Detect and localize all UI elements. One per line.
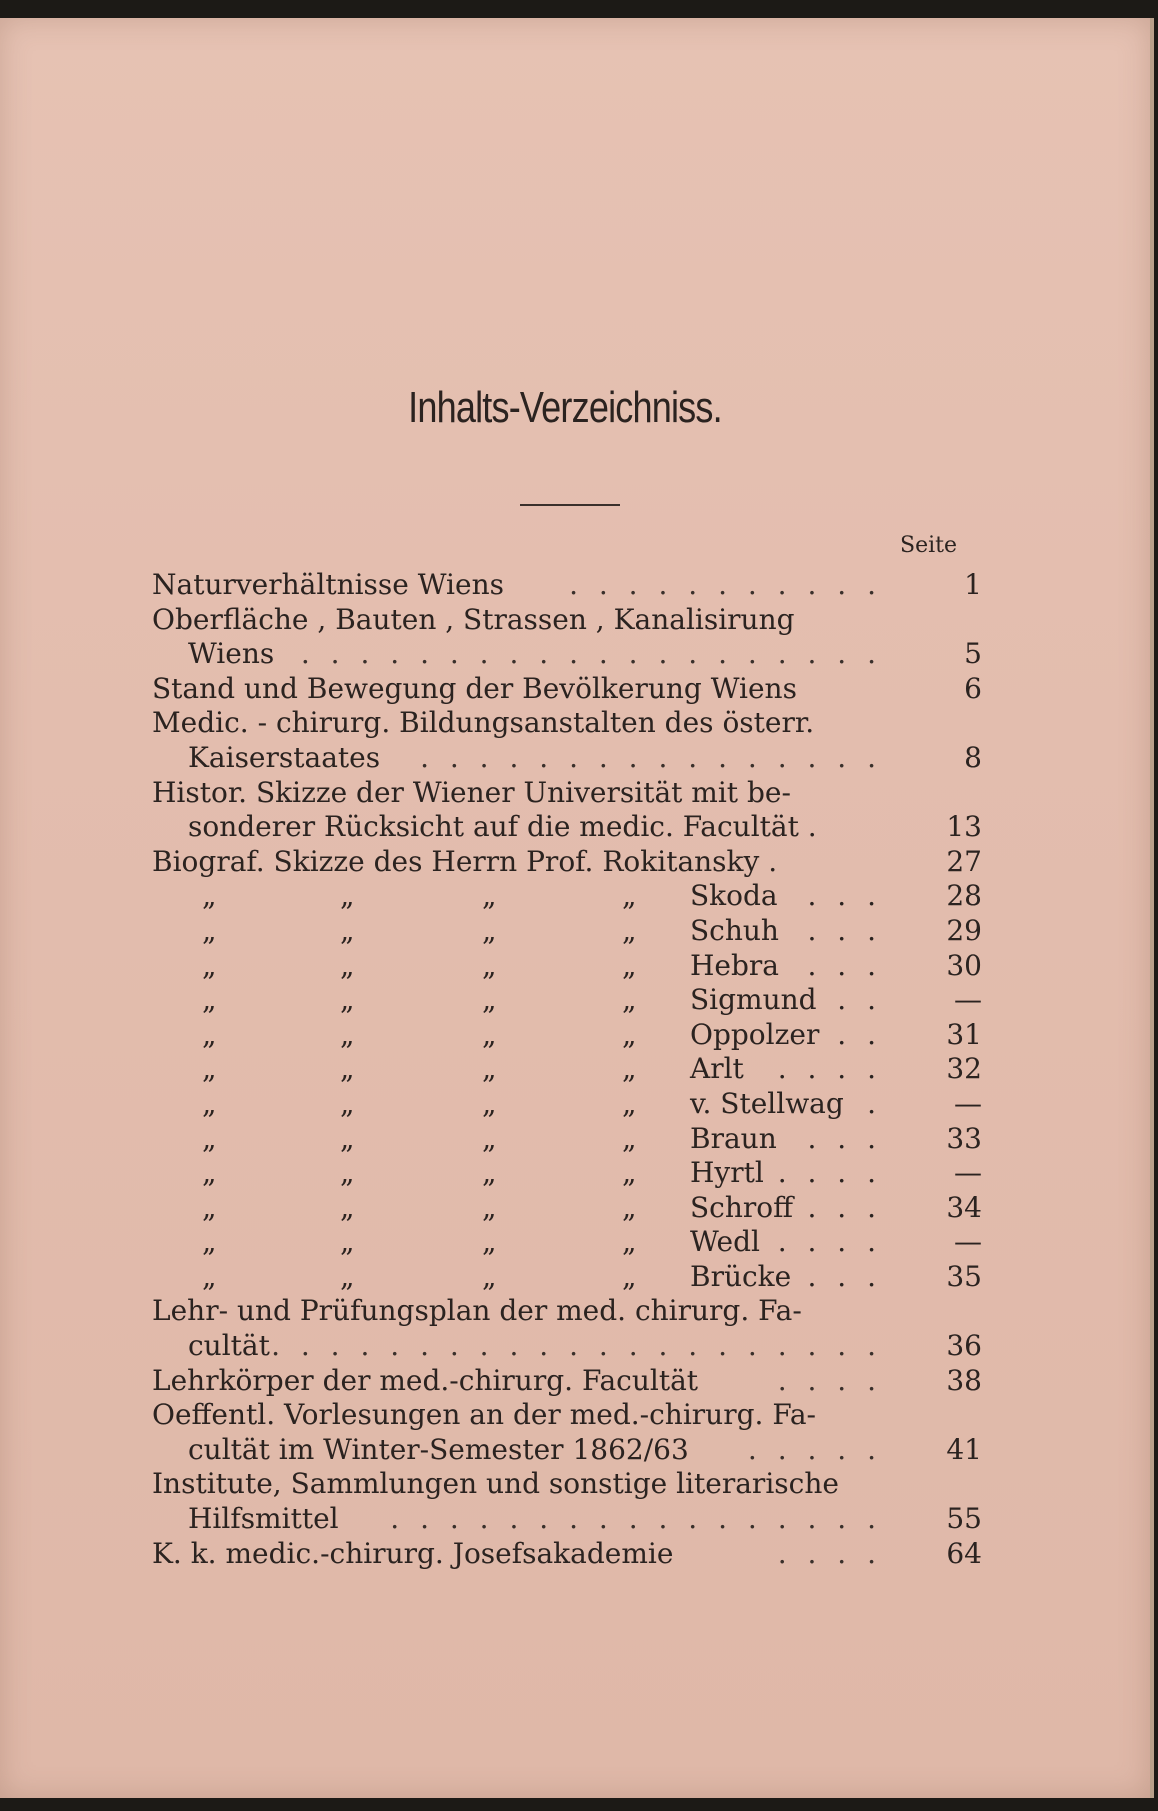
- ditto-mark: „: [622, 1190, 637, 1224]
- toc-entry-text: Oberfläche , Bauten , Strassen , Kanalisirung: [152, 602, 795, 636]
- toc-page-number: 27: [946, 844, 982, 878]
- ditto-mark: „: [622, 879, 637, 913]
- ditto-mark: „: [340, 1086, 355, 1120]
- page-title: Inhalts-Verzeichniss.: [408, 383, 722, 432]
- toc-entry-professor: [152, 1052, 982, 1087]
- toc-entry-text: Biograf. Skizze des Herrn Prof. Rokitansky .: [152, 844, 778, 878]
- toc-leader-dots: . . .: [807, 948, 882, 982]
- toc-entry-professor: [152, 1087, 982, 1122]
- toc-entry-text: Medic. - chirurg. Bildungsanstalten des österr.: [152, 706, 815, 740]
- ditto-mark: „: [622, 948, 637, 982]
- toc-leader-dots: . . .: [807, 1121, 882, 1155]
- toc-leader-dots: . . . .: [777, 1363, 882, 1397]
- toc-entry-professor: [152, 1018, 982, 1053]
- toc-entry: [152, 741, 982, 776]
- ditto-mark: „: [622, 1225, 637, 1259]
- toc-entry: [152, 1294, 982, 1329]
- toc-entry-text: Naturverhältnisse Wiens: [152, 568, 504, 601]
- toc-page-number: 1: [964, 568, 982, 601]
- toc-page-number: 5: [964, 637, 982, 671]
- toc-entry: [152, 845, 982, 880]
- toc-page-number: 31: [946, 1017, 982, 1051]
- ditto-mark: „: [622, 1086, 637, 1120]
- column-header-seite: Seite: [900, 533, 957, 558]
- toc-leader-dots: . . . . . . . . . . . . . . . .: [420, 740, 882, 774]
- ditto-mark: „: [340, 1225, 355, 1259]
- ditto-mark: „: [202, 1121, 217, 1155]
- toc-entry: [152, 1502, 982, 1537]
- toc-entry-professor: [152, 1225, 982, 1260]
- ditto-mark: „: [622, 1017, 637, 1051]
- ditto-mark: „: [482, 879, 497, 913]
- ditto-mark: „: [482, 1086, 497, 1120]
- toc-entry-text: sonderer Rücksicht auf die medic. Facultät .: [188, 810, 817, 844]
- toc-entry-professor: [152, 1191, 982, 1226]
- ditto-mark: „: [482, 913, 497, 947]
- toc-page-number: 55: [946, 1502, 982, 1536]
- toc-entry-text: cultät im Winter-Semester 1862/63: [188, 1432, 689, 1466]
- toc-entry-professor: [152, 1156, 982, 1191]
- ditto-mark: „: [202, 948, 217, 982]
- professor-name: Brücke: [690, 1259, 792, 1293]
- toc-page-number: —: [954, 1156, 982, 1190]
- ditto-mark: „: [202, 1086, 217, 1120]
- toc-page-number: 35: [946, 1259, 982, 1293]
- toc-entry-text: Institute, Sammlungen und sonstige literarische: [152, 1467, 839, 1501]
- toc-leader-dots: . . . . . . . . . . . . . . . . .: [390, 1502, 882, 1536]
- professor-name: Schuh: [690, 913, 779, 947]
- toc-entry: [152, 672, 982, 707]
- ditto-mark: „: [622, 913, 637, 947]
- toc-entry-text: Lehrkörper der med.-chirurg. Facultät: [152, 1363, 699, 1397]
- toc-page-number: 29: [946, 913, 982, 947]
- ditto-mark: „: [340, 913, 355, 947]
- toc-page-number: —: [954, 1086, 982, 1120]
- book-page: [0, 18, 1154, 1798]
- toc-entry: [152, 776, 982, 811]
- professor-name: Skoda: [690, 879, 778, 913]
- toc-leader-dots: . . . . .: [747, 1432, 882, 1466]
- toc-entry-professor: [152, 1260, 982, 1295]
- toc-entry: [152, 1329, 982, 1364]
- ditto-mark: „: [340, 983, 355, 1017]
- toc-entry: [152, 1398, 982, 1433]
- title-rule: [520, 504, 620, 506]
- toc-entry: [152, 637, 982, 672]
- toc-leader-dots: . . . . . . . . . . . . . . . . . . . .: [300, 637, 882, 671]
- ditto-mark: „: [340, 1156, 355, 1190]
- toc-entry-text: Histor. Skizze der Wiener Universität mit be-: [152, 775, 791, 809]
- toc-entry-professor: [152, 983, 982, 1018]
- professor-name: Arlt: [690, 1052, 744, 1086]
- professor-list: [152, 879, 982, 1294]
- professor-name: Sigmund: [690, 983, 817, 1017]
- ditto-mark: „: [340, 948, 355, 982]
- ditto-mark: „: [482, 1190, 497, 1224]
- ditto-mark: „: [202, 879, 217, 913]
- toc-entry-professor: [152, 1122, 982, 1157]
- ditto-mark: „: [482, 1121, 497, 1155]
- toc-entry: [152, 568, 982, 603]
- ditto-mark: „: [202, 913, 217, 947]
- toc-page-number: 30: [946, 948, 982, 982]
- toc-entry-text: K. k. medic.-chirurg. Josefsakademie: [152, 1536, 674, 1570]
- ditto-mark: „: [202, 1017, 217, 1051]
- toc-leader-dots: . . .: [807, 879, 882, 913]
- ditto-mark: „: [482, 1156, 497, 1190]
- toc-page-number: 38: [946, 1363, 982, 1397]
- toc-leader-dots: . .: [837, 1017, 882, 1051]
- ditto-mark: „: [482, 1017, 497, 1051]
- toc-page-number: 34: [946, 1190, 982, 1224]
- professor-name: Schroff: [690, 1190, 794, 1224]
- toc-leader-dots: . . .: [807, 913, 882, 947]
- ditto-mark: „: [482, 983, 497, 1017]
- professor-name: v. Stellwag: [690, 1086, 844, 1120]
- ditto-mark: „: [202, 983, 217, 1017]
- ditto-mark: „: [340, 1190, 355, 1224]
- professor-name: Oppolzer: [690, 1017, 820, 1051]
- professor-name: Braun: [690, 1121, 777, 1155]
- ditto-mark: „: [202, 1259, 217, 1293]
- toc-page-number: 13: [946, 810, 982, 844]
- professor-name: Hebra: [690, 948, 779, 982]
- toc-leader-dots: .: [867, 1086, 882, 1120]
- toc-leader-dots: . .: [837, 983, 882, 1017]
- toc-page-number: 6: [964, 671, 982, 705]
- toc-page-number: 41: [946, 1432, 982, 1466]
- toc-leader-dots: . . . . . . . . . . . . . . . . . . . . .: [271, 1329, 882, 1363]
- toc-page-number: —: [954, 983, 982, 1017]
- ditto-mark: „: [202, 1225, 217, 1259]
- toc-page-number: —: [954, 1225, 982, 1259]
- ditto-mark: „: [202, 1052, 217, 1086]
- toc-leader-dots: . . . .: [777, 1052, 882, 1086]
- toc-entry-text: Hilfsmittel: [188, 1502, 339, 1536]
- ditto-mark: „: [482, 1259, 497, 1293]
- toc-leader-dots: . . .: [807, 1259, 882, 1293]
- toc-page-number: 8: [964, 740, 982, 774]
- ditto-mark: „: [340, 1121, 355, 1155]
- ditto-mark: „: [622, 1052, 637, 1086]
- toc-entry-text: Oeffentl. Vorlesungen an der med.-chirurg. Fa-: [152, 1398, 817, 1432]
- toc-entry-text: Lehr- und Prüfungsplan der med. chirurg. Fa-: [152, 1294, 802, 1328]
- professor-name: Hyrtl: [690, 1156, 764, 1190]
- toc-entry: [152, 1364, 982, 1399]
- toc-entry: [152, 810, 982, 845]
- toc-page-number: 36: [946, 1329, 982, 1363]
- ditto-mark: „: [622, 1121, 637, 1155]
- ditto-mark: „: [340, 1259, 355, 1293]
- ditto-mark: „: [202, 1156, 217, 1190]
- toc-entry: [152, 1537, 982, 1572]
- toc-entry-text: Wiens: [188, 637, 275, 671]
- toc-page-number: 33: [946, 1121, 982, 1155]
- table-of-contents: [152, 568, 982, 1571]
- ditto-mark: „: [622, 1259, 637, 1293]
- ditto-mark: „: [340, 1052, 355, 1086]
- professor-name: Wedl: [690, 1225, 760, 1259]
- ditto-mark: „: [482, 1225, 497, 1259]
- toc-page-number: 32: [946, 1052, 982, 1086]
- toc-leader-dots: . . . .: [777, 1536, 882, 1570]
- toc-entry: [152, 1467, 982, 1502]
- toc-leader-dots: . . . . . . . . . . .: [569, 568, 882, 601]
- toc-leader-dots: . . .: [807, 1190, 882, 1224]
- toc-entry-text: cultät: [188, 1329, 270, 1363]
- ditto-mark: „: [482, 948, 497, 982]
- toc-leader-dots: . . . .: [777, 1225, 882, 1259]
- ditto-mark: „: [622, 1156, 637, 1190]
- toc-leader-dots: . . . .: [777, 1156, 882, 1190]
- ditto-mark: „: [340, 1017, 355, 1051]
- toc-entry-professor: [152, 914, 982, 949]
- ditto-mark: „: [482, 1052, 497, 1086]
- toc-entry-text: Stand und Bewegung der Bevölkerung Wiens: [152, 671, 797, 705]
- toc-entry-professor: [152, 879, 982, 914]
- toc-entry: [152, 1433, 982, 1468]
- toc-page-number: 28: [946, 879, 982, 913]
- ditto-mark: „: [202, 1190, 217, 1224]
- ditto-mark: „: [622, 983, 637, 1017]
- toc-page-number: 64: [946, 1536, 982, 1570]
- toc-entry: [152, 603, 982, 638]
- toc-entry-text: Kaiserstaates: [188, 740, 381, 774]
- ditto-mark: „: [340, 879, 355, 913]
- toc-entry: [152, 706, 982, 741]
- toc-entry-professor: [152, 949, 982, 984]
